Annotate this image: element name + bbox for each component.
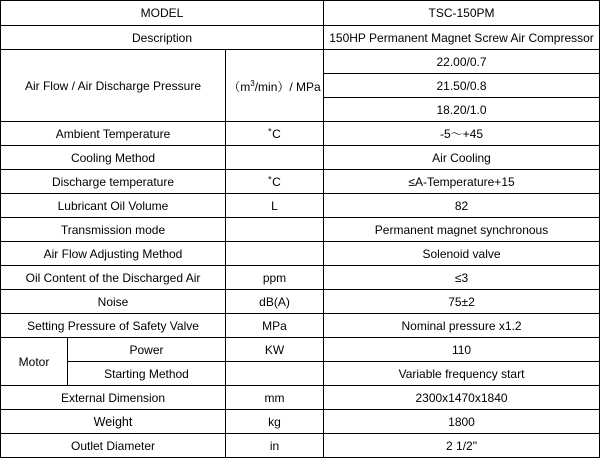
lubricant-oil-volume-label: Lubricant Oil Volume <box>1 194 226 218</box>
outlet-diameter-label: Outlet Diameter <box>1 434 226 458</box>
air-flow-adjusting-value: Solenoid valve <box>324 242 600 266</box>
external-dimension-unit: mm <box>226 386 324 410</box>
discharge-temperature-unit: ˚C <box>226 170 324 194</box>
air-flow-unit: $(m^3/\min)/$ MPa <box>226 50 324 122</box>
model-row <box>1 1 600 26</box>
cooling-method-label: Cooling Method <box>1 146 226 170</box>
table-row <box>1 122 600 146</box>
motor-starting-label: Starting Method <box>68 362 226 386</box>
air-flow-adjusting-label: Air Flow Adjusting Method <box>1 242 226 266</box>
motor-row <box>1 338 600 362</box>
motor-starting-unit <box>226 362 324 386</box>
safety-valve-value: Nominal pressure x1.2 <box>324 314 600 338</box>
model-label: MODEL <box>1 1 324 26</box>
table-row <box>1 266 600 290</box>
external-dimension-value: 2300x1470x1840 <box>324 386 600 410</box>
table-row <box>1 386 600 410</box>
ambient-temperature-unit: ˚C <box>226 122 324 146</box>
noise-label: Noise <box>1 290 226 314</box>
weight-label: Weight <box>1 410 226 434</box>
lubricant-oil-volume-value: 82 <box>324 194 600 218</box>
table-row <box>1 434 600 458</box>
motor-power-value: 110 <box>324 338 600 362</box>
outlet-diameter-value: 2 1/2" <box>324 434 600 458</box>
transmission-mode-value: Permanent magnet synchronous <box>324 218 600 242</box>
ambient-temperature-value: -5～+45 <box>324 122 600 146</box>
table-row <box>1 314 600 338</box>
table-row <box>1 170 600 194</box>
transmission-mode-label: Transmission mode <box>1 218 226 242</box>
motor-label: Motor <box>1 338 68 386</box>
table-row <box>1 146 600 170</box>
outlet-diameter-unit: in <box>226 434 324 458</box>
ambient-temperature-label: Ambient Temperature <box>1 122 226 146</box>
oil-content-label: Oil Content of the Discharged Air <box>1 266 226 290</box>
cooling-method-value: Air Cooling <box>324 146 600 170</box>
oil-content-unit: ppm <box>226 266 324 290</box>
weight-unit: kg <box>226 410 324 434</box>
discharge-temperature-label: Discharge temperature <box>1 170 226 194</box>
external-dimension-label: External Dimension <box>1 386 226 410</box>
air-flow-label: Air Flow / Air Discharge Pressure <box>1 50 226 122</box>
table-row <box>1 410 600 434</box>
table-row <box>1 242 600 266</box>
motor-starting-value: Variable frequency start <box>324 362 600 386</box>
description-value: 150HP Permanent Magnet Screw Air Compressor <box>324 26 600 50</box>
air-flow-value-1: 22.00/0.7 <box>324 50 600 74</box>
motor-power-label: Power <box>68 338 226 362</box>
safety-valve-label: Setting Pressure of Safety Valve <box>1 314 226 338</box>
lubricant-oil-volume-unit: L <box>226 194 324 218</box>
model-value: TSC-150PM <box>324 1 600 26</box>
description-row <box>1 26 600 50</box>
description-label: Description <box>1 26 324 50</box>
noise-value: 75±2 <box>324 290 600 314</box>
air-flow-row <box>1 50 600 74</box>
oil-content-value: ≤3 <box>324 266 600 290</box>
air-flow-value-3: 18.20/1.0 <box>324 98 600 122</box>
motor-row <box>1 362 600 386</box>
table-row <box>1 290 600 314</box>
weight-value: 1800 <box>324 410 600 434</box>
cooling-method-unit <box>226 146 324 170</box>
table-row <box>1 194 600 218</box>
motor-power-unit: KW <box>226 338 324 362</box>
noise-unit: dB(A) <box>226 290 324 314</box>
discharge-temperature-value: ≤A-Temperature+15 <box>324 170 600 194</box>
safety-valve-unit: MPa <box>226 314 324 338</box>
air-flow-value-2: 21.50/0.8 <box>324 74 600 98</box>
transmission-mode-unit <box>226 218 324 242</box>
air-flow-adjusting-unit <box>226 242 324 266</box>
table-row <box>1 218 600 242</box>
